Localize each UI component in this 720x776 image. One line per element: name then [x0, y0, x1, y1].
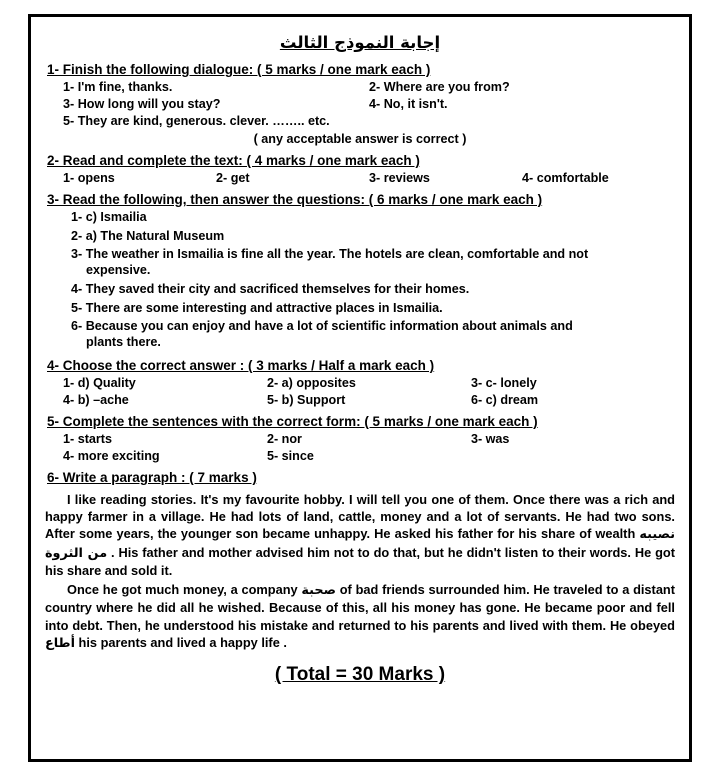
paragraph-2-arabic-gloss-2: أطاع: [45, 636, 75, 651]
answer-item: 4- comfortable: [522, 171, 609, 185]
answer-item: 1- d) Quality: [63, 375, 136, 390]
list-item: [45, 319, 675, 350]
answer-text: 1- c) Ismailia: [71, 210, 147, 224]
answer-text-continued: plants there.: [86, 335, 161, 350]
answer-text: 4- They saved their city and sacrificed themselves for their homes.: [71, 281, 470, 296]
answer-item: 4- more exciting: [63, 448, 160, 463]
answer-item: 2- nor: [266, 431, 302, 446]
answer-text: 3- The weather in Ismailia is fine all the year. The hotels are clean, comfortable and not: [71, 247, 589, 262]
answer-item: [471, 449, 675, 463]
paragraph-1-text-a: I like reading stories. It's my favourite hobby. I will tell you one of them. Once there was a rich and happy farmer in a village. He had lots of land, cattle, money and a lot of servants. He had two sons. After some years, the younger son became unhappy. He asked his father for his share of wealth: [45, 491, 675, 542]
question-4-answers-row-2: [45, 393, 675, 407]
question-5-answers-row-2: [45, 449, 675, 463]
list-item: [45, 301, 675, 317]
question-1-answers-row-1: [45, 80, 675, 94]
paragraph-2-arabic-gloss-1: صحبة: [301, 583, 336, 599]
paragraph-2: [45, 581, 675, 652]
question-4-answers-row-1: [45, 376, 675, 390]
question-1-heading: 1- Finish the following dialogue: ( 5 marks / one mark each ): [47, 62, 431, 77]
answer-item: 2- Where are you from?: [369, 80, 510, 94]
answer-item: 5- since: [266, 448, 314, 463]
paragraph-1-arabic-gloss: نصيبه من الثروة: [45, 527, 675, 561]
question-5-answers-row-1: [45, 432, 675, 446]
question-4-heading: 4- Choose the correct answer : ( 3 marks / Half a mark each ): [47, 357, 435, 373]
answer-text: 5- There are some interesting and attractive places in Ismailia.: [71, 300, 443, 315]
list-item: [45, 282, 675, 298]
question-1-answers-row-3: [45, 114, 675, 128]
answer-text: 6- Because you can enjoy and have a lot of scientific information about animals and: [71, 319, 573, 334]
list-item: [45, 229, 675, 245]
answer-text-continued: expensive.: [86, 263, 151, 278]
answer-item: 1- starts: [63, 431, 112, 446]
answer-item: 6- c) dream: [470, 392, 539, 407]
answer-item: 2- get: [216, 171, 250, 185]
answer-item: 5- They are kind, generous. clever. …….. etc.: [63, 114, 330, 128]
question-2-answers-row: [45, 171, 675, 185]
paragraph-2-text-c: his parents and lived a happy life .: [75, 635, 287, 650]
question-1-note: ( any acceptable answer is correct ): [253, 132, 467, 146]
paragraph-2-text-a: Once he got much money, a company: [67, 582, 302, 598]
answer-item: 2- a) opposites: [266, 375, 356, 390]
paragraph-1: [45, 491, 675, 579]
paragraph-2-text-b: of bad friends surrounded him. He traveled to a distant country where he did all he wished. Because of this, all his money has gone. He became poor and fell into debt. Then, he understood his mistake and returned to his parents and lived with them. He obeyed: [45, 582, 676, 633]
page-title: إجابة النموذج الثالث: [279, 33, 441, 52]
question-6-heading: 6- Write a paragraph : ( 7 marks ): [47, 469, 257, 485]
question-6-paragraph: [45, 491, 675, 652]
answer-item: 3- reviews: [369, 171, 430, 185]
question-1-answers-row-2: [45, 97, 675, 111]
answer-item: 4- b) –ache: [63, 392, 129, 407]
list-item: [45, 247, 675, 278]
paragraph-1-text-b: . His father and mother advised him not to do that, but he didn't listen to their words. He got his share and sold it.: [45, 544, 675, 578]
answer-item: 3- How long will you stay?: [63, 97, 221, 111]
list-item: [45, 210, 675, 226]
answer-item: 1- I'm fine, thanks.: [63, 80, 173, 94]
answer-text: 2- a) The Natural Museum: [71, 228, 225, 243]
answer-item: 1- opens: [63, 171, 115, 185]
answer-item: 3- was: [470, 431, 510, 446]
answer-item: 5- b) Support: [266, 392, 346, 407]
answer-sheet: [28, 14, 692, 762]
answer-item: 4- No, it isn't.: [369, 97, 448, 111]
question-2-heading: 2- Read and complete the text: ( 4 marks / one mark each ): [47, 153, 420, 168]
question-3-heading: 3- Read the following, then answer the questions: ( 6 marks / one mark each ): [47, 192, 543, 207]
answer-item: 3- c- lonely: [470, 375, 537, 390]
total-marks: ( Total = 30 Marks ): [274, 664, 446, 686]
question-5-heading: 5- Complete the sentences with the correct form: ( 5 marks / one mark each ): [47, 413, 538, 429]
